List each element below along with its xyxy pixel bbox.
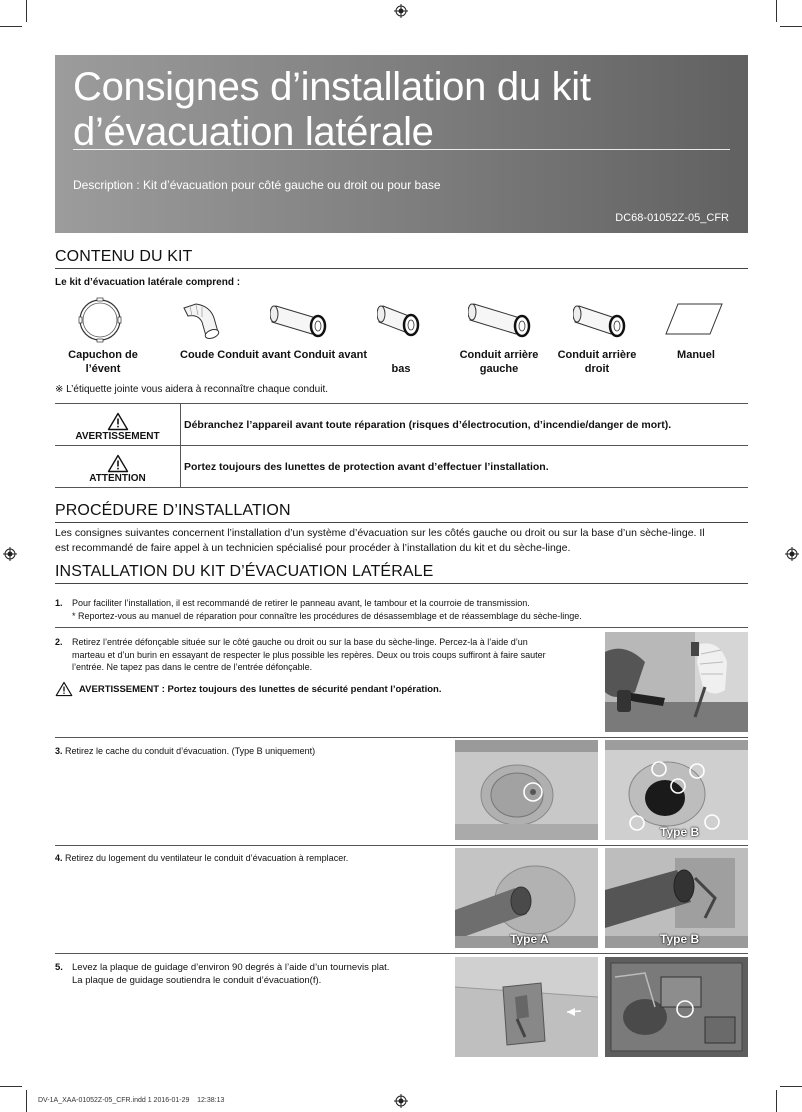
warning-table xyxy=(55,403,748,488)
kit-label-rear-right xyxy=(550,348,644,376)
step-4 xyxy=(55,852,435,865)
type-b-label: Type B xyxy=(660,932,700,946)
crop-mark xyxy=(776,0,777,22)
photo-type-b-duct xyxy=(605,848,748,948)
registration-mark-icon xyxy=(394,1094,408,1108)
kit-label-elbow-front xyxy=(180,348,385,362)
rear-left-duct-icon xyxy=(468,296,536,340)
title-banner xyxy=(55,55,748,233)
type-b-label: Type B xyxy=(660,825,700,839)
step-text: Retirez du logement du ventilateur le conduit d’évacuation à remplacer. xyxy=(65,853,349,863)
step-text: Retirez l’entrée défonçable située sur le côté gauche ou droit ou sur la base du sèche-linge. Percez-la à l’aide d’un xyxy=(72,637,528,647)
print-footer: DV-1A_XAA-01052Z-05_CFR.indd 1 2016-01-29 12:38:13 xyxy=(38,1097,225,1104)
photo-type-b-cover xyxy=(605,740,748,840)
crop-mark xyxy=(26,0,27,22)
step-text: La plaque de guidage soutiendra le conduit d’évacuation(f). xyxy=(72,975,322,986)
kit-label-line: Capuchon de xyxy=(68,349,138,361)
warning-text: Débranchez l’appareil avant toute réparation (risques d’électrocution, d’incendie/danger de mort). xyxy=(184,418,672,431)
photo-hammer-chisel xyxy=(605,632,748,732)
procedure-paragraph xyxy=(55,526,748,556)
step-text: marteau et d’un burin en essayant de respecter le plus possible les repères. Deux ou trois coups suffiront à faire sauter xyxy=(72,649,546,660)
crop-mark xyxy=(776,1090,777,1112)
crop-mark xyxy=(0,1086,22,1087)
caution-triangle-icon xyxy=(107,454,129,473)
caution-text: Portez toujours des lunettes de protection avant d’effectuer l’installation. xyxy=(184,460,549,473)
step-text: l’entrée. Ne tapez pas dans le centre de l’entrée défonçable. xyxy=(72,662,313,672)
kit-label-line: Coude Conduit avant Conduit avant xyxy=(180,349,367,361)
front-bottom-duct-icon xyxy=(377,298,425,340)
type-a-label: Type A xyxy=(510,932,549,946)
manual-icon xyxy=(664,302,724,336)
step-text: * Reportez-vous au manuel de réparation pour connaître les procédures de désassemblage et de réassemblage du sèche-linge. xyxy=(72,610,582,621)
photo-dryer-base xyxy=(605,957,748,1057)
section-heading-installation: INSTALLATION DU KIT D’ÉVACUATION LATÉRALE xyxy=(55,563,748,584)
photo-type-a-duct xyxy=(455,848,598,948)
procedure-line: Les consignes suivantes concernent l’installation d’un système d’évacuation sur les côtés gauche ou droit ou sur la base d’un sèche-linge. Il xyxy=(55,527,705,539)
kit-label-line: Conduit arrière xyxy=(557,349,637,361)
kit-intro: Le kit d’évacuation latérale comprend : xyxy=(55,277,241,288)
front-duct-icon xyxy=(270,296,334,340)
crop-mark xyxy=(26,1090,27,1112)
step-1 xyxy=(55,597,745,622)
step-text: Levez la plaque de guidage d’environ 90 degrés à l’aide d’un tournevis plat. xyxy=(72,962,390,973)
kit-label-rear-left xyxy=(452,348,546,376)
kit-label-line: bas xyxy=(391,363,411,375)
step-number: 3. xyxy=(55,746,63,756)
warning-label-cell xyxy=(55,404,181,445)
step-5 xyxy=(55,961,445,987)
title-line-2: d’évacuation latérale xyxy=(73,110,434,154)
section-heading-kit: CONTENU DU KIT xyxy=(55,248,748,269)
divider xyxy=(55,845,748,846)
step-2 xyxy=(55,636,595,674)
step-number: 1. xyxy=(55,598,63,608)
warning-text: AVERTISSEMENT : Portez toujours des lunettes de sécurité pendant l’opération. xyxy=(79,683,442,695)
rear-right-duct-icon xyxy=(573,298,631,340)
caution-row xyxy=(55,446,748,488)
crop-mark xyxy=(0,26,22,27)
elbow-icon xyxy=(180,300,228,344)
step-text: Retirez le cache du conduit d’évacuation. (Type B uniquement) xyxy=(65,746,316,756)
divider xyxy=(55,737,748,738)
crop-mark xyxy=(780,26,802,27)
kit-label-line: droit xyxy=(584,363,610,375)
kit-label-bottom xyxy=(380,362,422,376)
warning-triangle-icon xyxy=(55,681,73,697)
step-number: 5. xyxy=(55,962,63,973)
warning-label: AVERTISSEMENT xyxy=(75,431,160,442)
step-number: 4. xyxy=(55,853,63,863)
step-3 xyxy=(55,745,435,758)
registration-mark-icon xyxy=(394,4,408,18)
vent-cap-icon xyxy=(78,296,122,344)
warning-row xyxy=(55,404,748,446)
crop-mark xyxy=(780,1086,802,1087)
kit-label-line: gauche xyxy=(479,363,519,375)
page-title xyxy=(73,65,591,155)
registration-mark-icon xyxy=(785,547,799,561)
title-divider xyxy=(73,149,730,150)
description: Description : Kit d’évacuation pour côté gauche ou droit ou pour base xyxy=(73,178,441,192)
caution-label: ATTENTION xyxy=(89,473,146,484)
note-symbol: ※ xyxy=(55,384,64,395)
section-heading-procedure: PROCÉDURE D’INSTALLATION xyxy=(55,502,748,523)
kit-label-vent-cap xyxy=(60,348,146,376)
step-text: Pour faciliter l’installation, il est recommandé de retirer le panneau avant, le tambour et la courroie de transmission. xyxy=(72,598,530,608)
kit-label-manual xyxy=(660,348,732,362)
photo-guide-plate xyxy=(455,957,598,1057)
step-2-warning xyxy=(55,681,441,697)
kit-label-line: Conduit arrière xyxy=(459,349,539,361)
caution-label-cell xyxy=(55,446,181,487)
kit-label-line: l’évent xyxy=(85,363,121,375)
kit-label-line: Manuel xyxy=(677,349,715,361)
warning-triangle-icon xyxy=(107,412,129,431)
divider xyxy=(55,953,748,954)
note-text: L’étiquette jointe vous aidera à reconnaître chaque conduit. xyxy=(66,384,329,395)
kit-note xyxy=(55,384,328,395)
divider xyxy=(55,627,748,628)
document-code: DC68-01052Z-05_CFR xyxy=(615,212,729,224)
title-line-1: Consignes d’installation du kit xyxy=(73,65,591,109)
photo-type-a-cover xyxy=(455,740,598,840)
registration-mark-icon xyxy=(3,547,17,561)
step-number: 2. xyxy=(55,637,63,647)
procedure-line: est recommandé de faire appel à un technicien spécialisé pour procéder à l’installation du kit et du sèche-linge. xyxy=(55,542,571,554)
